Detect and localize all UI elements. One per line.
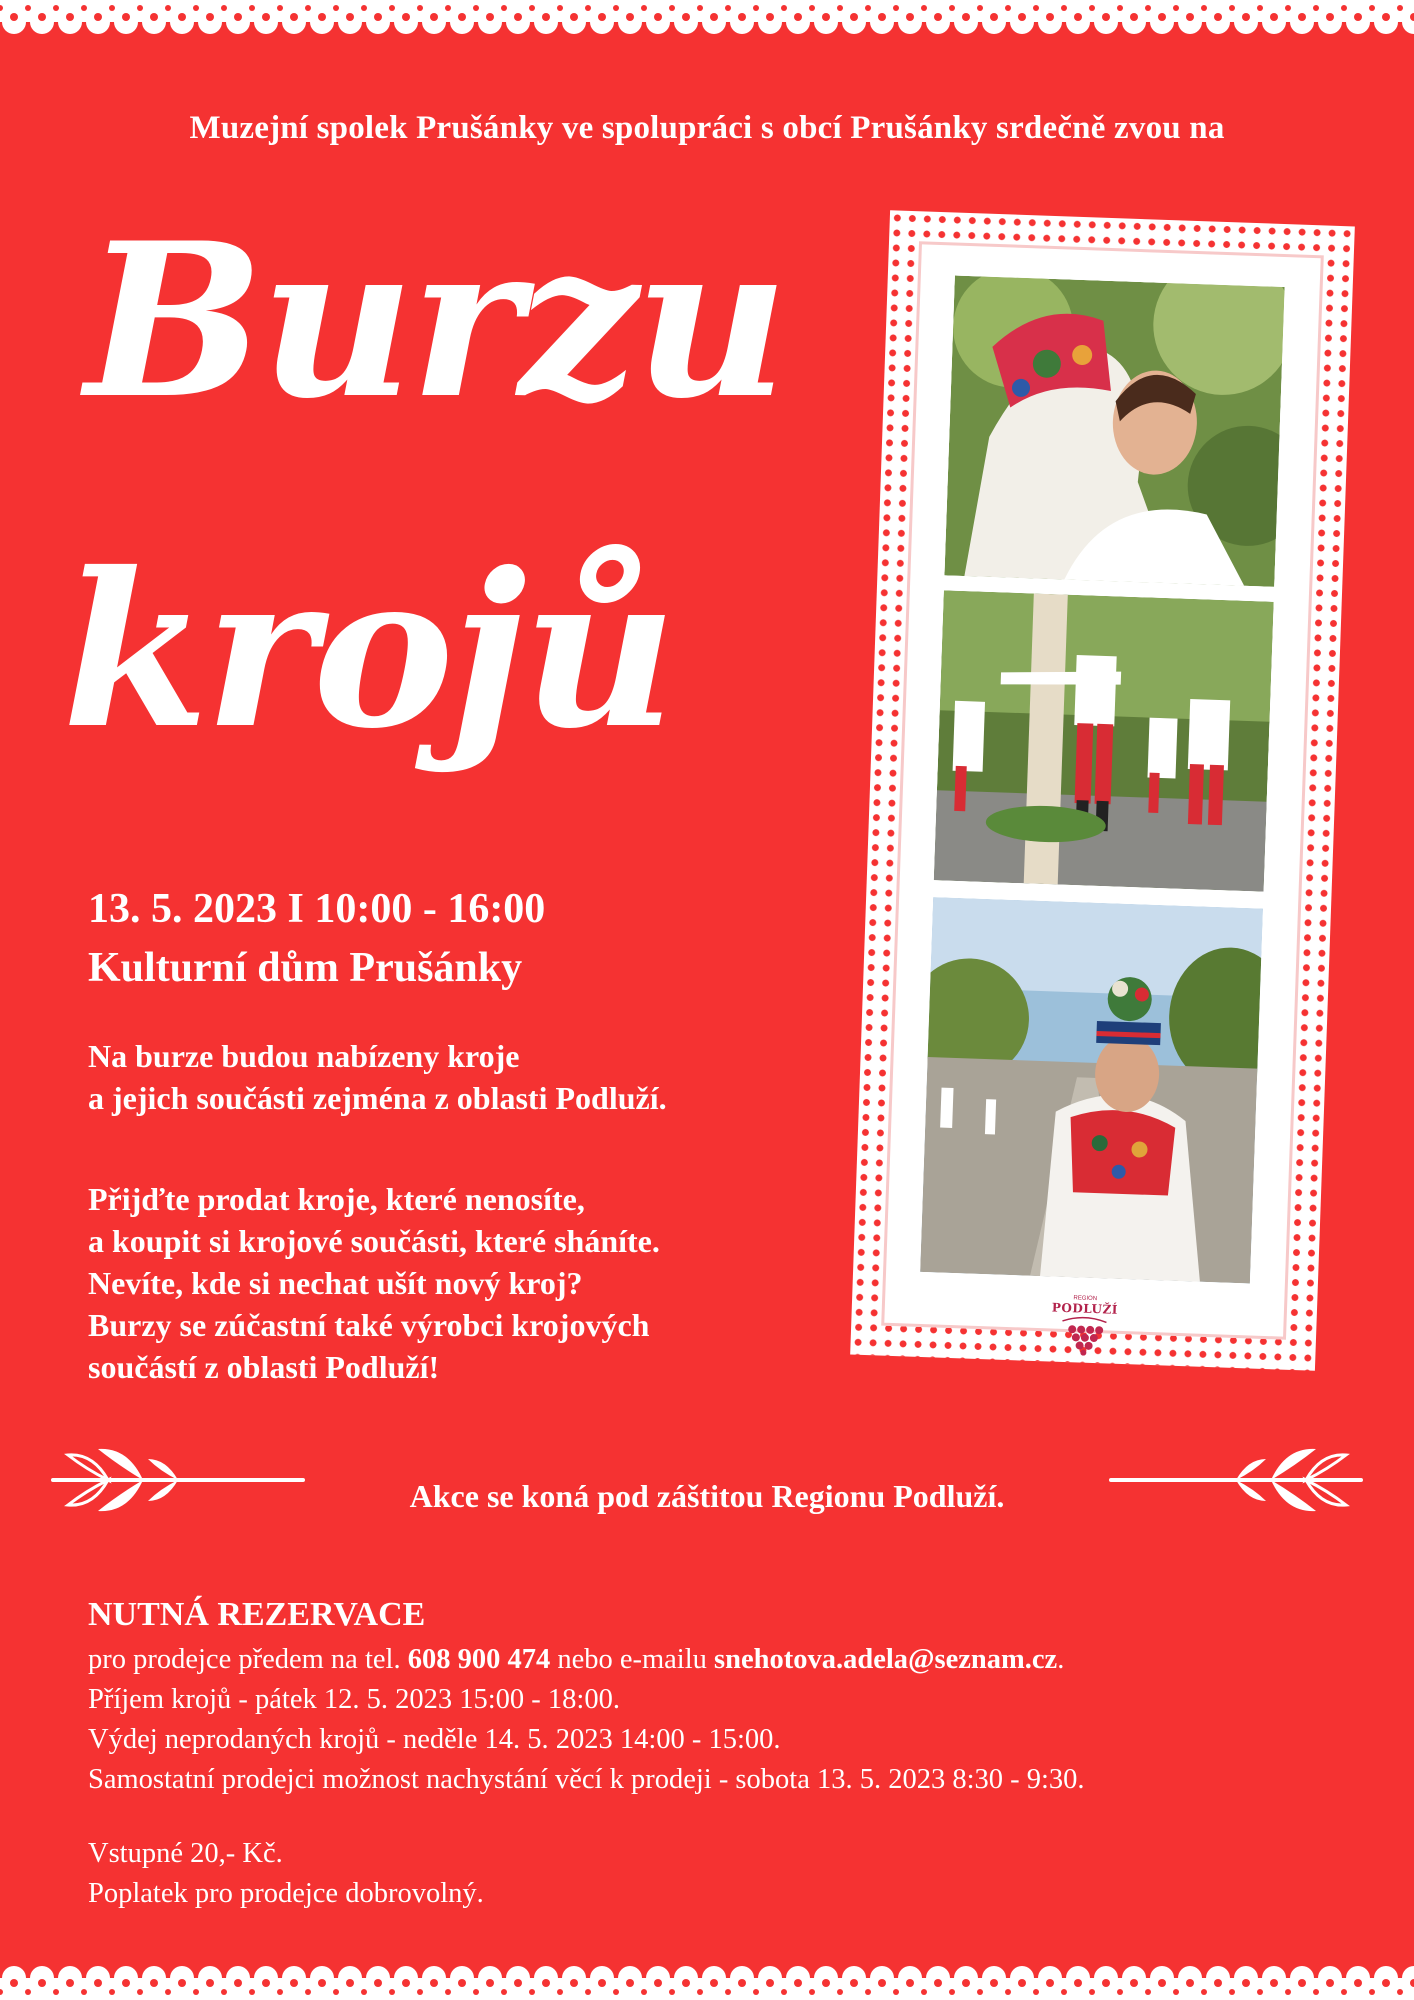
reservation-line: Výdej neprodaných krojů - neděle 14. 5. 2023 14:00 - 15:00.	[88, 1724, 781, 1755]
contact-suffix: .	[1057, 1644, 1065, 1675]
offer-line: Na burze budou nabízeny kroje	[88, 1038, 520, 1074]
photo-strip-paper	[881, 241, 1324, 1339]
reservation-contact-line	[88, 1640, 1085, 1680]
patronage-text: Akce se koná pod záštitou Regionu Podluží.	[409, 1478, 1005, 1514]
seller-fee: Poplatek pro prodejce dobrovolný.	[88, 1878, 484, 1909]
leaf-ornament-right	[1106, 1445, 1366, 1515]
lace-border-top	[0, 0, 1414, 44]
lace-border-bottom	[0, 1956, 1414, 2000]
logo-name: PODLUŽÍ	[1051, 1300, 1119, 1317]
entry-fee: Vstupné 20,- Kč.	[88, 1838, 283, 1869]
contact-middle: nebo e-mailu	[557, 1644, 707, 1675]
invite-line: Burzy se zúčastní také výrobci krojových	[88, 1307, 650, 1343]
photo-strip	[850, 210, 1355, 1371]
photo-folk-dancers	[934, 590, 1274, 891]
event-date-time: 13. 5. 2023 I 10:00 - 16:00	[88, 886, 546, 932]
invite-paragraph	[88, 1178, 660, 1388]
offer-line: a jejich součásti zejména z oblasti Podluží.	[88, 1080, 667, 1116]
invite-line: Nevíte, kde si nechat ušít nový kroj?	[88, 1265, 583, 1301]
grape-icon	[1053, 1315, 1114, 1357]
photo-girl-in-costume	[944, 276, 1284, 587]
region-podluzi-logo	[1023, 1294, 1145, 1363]
reservation-line: Příjem krojů - pátek 12. 5. 2023 15:00 - 18:00.	[88, 1684, 620, 1715]
invite-line: Přijďte prodat kroje, které nenosíte,	[88, 1181, 585, 1217]
reservation-details	[88, 1640, 1085, 1800]
fees-info	[88, 1834, 484, 1914]
reservation-line: Samostatní prodejci možnost nachystání věcí k prodeji - sobota 13. 5. 2023 8:30 - 9:30.	[88, 1764, 1085, 1795]
invite-line: součástí z oblasti Podluží!	[88, 1349, 440, 1385]
reservation-heading: NUTNÁ REZERVACE	[88, 1596, 426, 1633]
offer-paragraph	[88, 1035, 667, 1119]
photo-young-man-from-behind	[920, 897, 1263, 1283]
title-line-2: krojů	[62, 526, 673, 775]
contact-prefix: pro prodejce předem na tel.	[88, 1644, 401, 1675]
event-venue: Kulturní dům Prušánky	[88, 945, 523, 991]
intro-text: Muzejní spolek Prušánky ve spolupráci s obcí Prušánky srdečně zvou na	[189, 110, 1225, 146]
invite-line: a koupit si krojové součásti, které sháníte.	[88, 1223, 660, 1259]
logo-small-text: REGION	[1073, 1295, 1098, 1303]
title-line-1: Burzu	[85, 196, 785, 445]
email-address: snehotova.adela@seznam.cz	[714, 1644, 1058, 1675]
phone-number: 608 900 474	[407, 1644, 551, 1675]
